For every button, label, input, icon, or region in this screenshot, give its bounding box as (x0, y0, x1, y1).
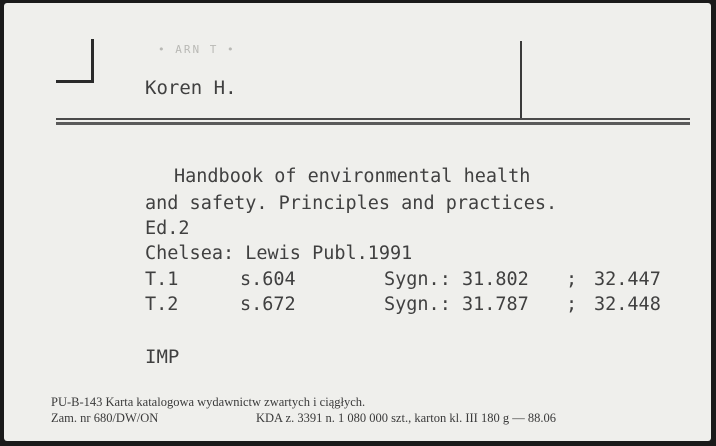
imp-stamp: IMP (145, 346, 180, 368)
header-divider-vertical (520, 41, 522, 119)
volume-1-number: T.1 (145, 269, 179, 290)
corner-mark-horizontal (56, 80, 94, 83)
volume-1-separator: ; (566, 269, 578, 290)
signature-value: 31.787 (461, 294, 529, 315)
corner-mark-vertical (91, 39, 94, 83)
footer-print-info: KDA z. 3391 n. 1 080 000 szt., karton kl. III 180 g — 88.06 (256, 411, 556, 425)
footer-form-name: PU-B-143 Karta katalogowa wydawnictw zwartych i ciągłych. (51, 395, 366, 409)
footer-order-number: Zam. nr 680/DW/ON (51, 411, 159, 425)
title-line-2: and safety. Principles and practices. (145, 193, 558, 214)
faint-stamp-text: • ARN T • (158, 43, 236, 56)
catalog-card (4, 3, 711, 441)
volume-2-pages: s.672 (240, 294, 296, 315)
volume-2-signature-2: 32.448 (594, 294, 661, 315)
volume-1-signature-2: 32.447 (594, 269, 661, 290)
edition: Ed.2 (145, 218, 190, 239)
signature-value: 31.802 (461, 269, 529, 290)
volume-2-signature-1 (384, 294, 529, 315)
volume-2-number: T.2 (145, 294, 179, 315)
author-heading: Koren H. (145, 77, 237, 99)
volume-1-signature-1 (384, 269, 529, 290)
header-rule-top (56, 118, 690, 120)
volume-2-separator: ; (566, 294, 578, 315)
volume-1-pages: s.604 (240, 269, 296, 290)
signature-label: Sygn.: (384, 294, 451, 315)
imprint: Chelsea: Lewis Publ.1991 (145, 243, 413, 264)
title-line-1: Handbook of environmental health (174, 166, 531, 187)
header-rule-bottom (56, 122, 690, 125)
signature-label: Sygn.: (384, 269, 451, 290)
